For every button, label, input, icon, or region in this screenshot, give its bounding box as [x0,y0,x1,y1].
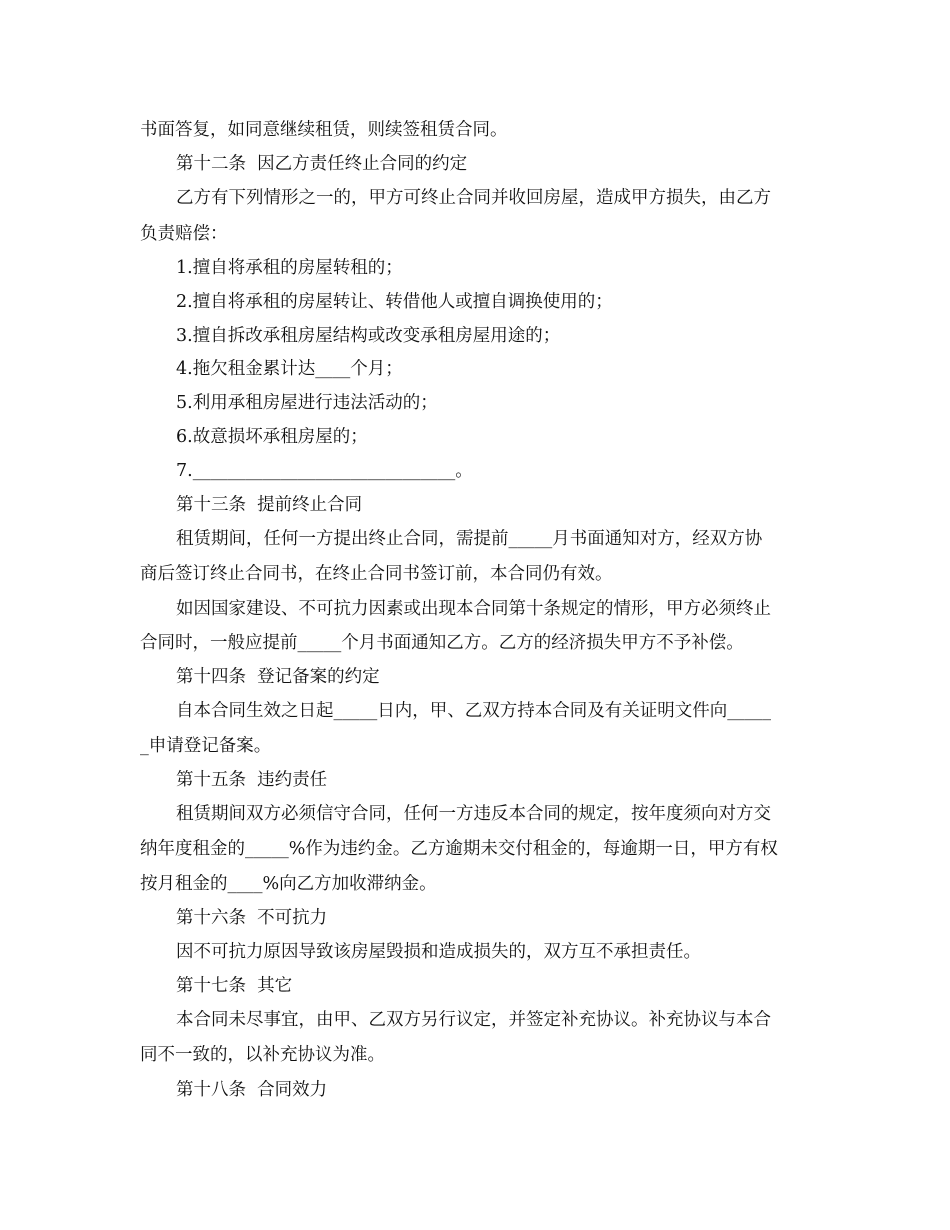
section-heading: 第十三条 提前终止合同 [176,495,363,515]
text-line: _申请登记备案。 [140,736,272,756]
list-item: 4.拖欠租金累计达____个月； [176,359,403,379]
text-line: 按月租金的____%向乙方加收滞纳金。 [140,874,437,894]
text-line: 合同时，一般应提前_____个月书面通知乙方。乙方的经济损失甲方不予补偿。 [140,633,744,653]
section-heading: 第十六条 不可抗力 [176,908,328,928]
text-line: 因不可抗力原因导致该房屋毁损和造成损失的，双方互不承担责任。 [176,942,701,962]
list-item: 5.利用承租房屋进行违法活动的； [176,393,438,413]
section-heading: 第十二条 因乙方责任终止合同的约定 [176,154,468,174]
text-line: 租赁期间双方必须信守合同，任何一方违反本合同的规定，按年度须向对方交 [176,804,771,824]
section-heading: 第十七条 其它 [176,976,293,996]
text-line: 本合同未尽事宜，由甲、乙双方另行议定，并签定补充协议。补充协议与本合 [176,1010,771,1030]
text-line: 乙方有下列情形之一的，甲方可终止合同并收回房屋，造成甲方损失，由乙方 [176,188,771,208]
text-line: 纳年度租金的_____%作为违约金。乙方逾期未交付租金的，每逾期一日，甲方有权 [140,839,778,859]
list-item: 1.擅自将承租的房屋转租的； [176,258,403,278]
section-heading: 第十八条 合同效力 [176,1080,328,1100]
text-line: 如因国家建设、不可抗力因素或出现本合同第十条规定的情形，甲方必须终止 [176,599,771,619]
list-item: 7.______________________________。 [176,461,473,481]
text-line: 自本合同生效之日起_____日内，甲、乙双方持本合同及有关证明文件向_____ [176,701,771,721]
text-line: 商后签订终止合同书，在终止合同书签订前，本合同仍有效。 [140,564,613,584]
list-item: 6.故意损坏承租房屋的； [176,427,368,447]
text-line: 同不一致的，以补充协议为准。 [140,1045,385,1065]
text-line: 租赁期间，任何一方提出终止合同，需提前_____月书面通知对方，经双方协 [176,529,763,549]
section-heading: 第十五条 违约责任 [176,770,328,790]
section-heading: 第十四条 登记备案的约定 [176,667,380,687]
list-item: 2.擅自将承租的房屋转让、转借他人或擅自调换使用的； [176,292,613,312]
text-line: 负责赔偿： [140,224,228,244]
text-line: 书面答复，如同意继续租赁，则续签租赁合同。 [140,120,508,140]
list-item: 3.擅自拆改承租房屋结构或改变承租房屋用途的； [176,326,561,346]
